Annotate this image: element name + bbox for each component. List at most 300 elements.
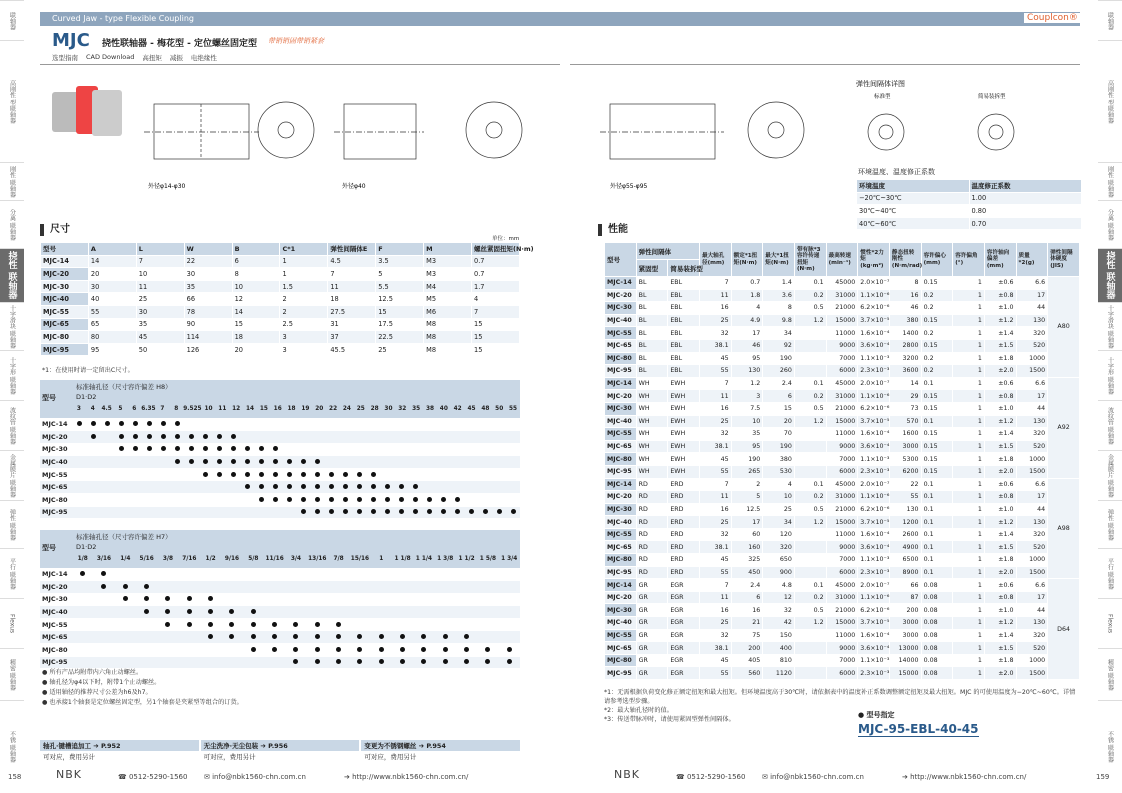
available-dot [399,484,404,489]
table-row: MJC-55 [40,468,520,481]
available-dot [229,622,234,627]
bore-col: 7/16 [182,556,197,562]
table-row: MJC-65 RD ERD 38.1 160 320 9000 3.6×10⁻⁴ 4900 0.1 1 ±1.5 520 [605,541,1080,554]
available-dot [400,659,405,664]
bore-col: 4.5 [101,406,112,412]
table-row: MJC-30 BL EBL 16 4 8 0.5 21000 6.2×10⁻⁶ 46 0.2 1 ±1.0 44 [605,302,1080,315]
available-dot [119,446,124,451]
bore-col: 9/16 [224,556,240,562]
bore-col: 24 [342,406,351,412]
available-dot [245,472,250,477]
available-dot [399,509,404,514]
available-dot [379,634,384,639]
table-row: MJC-20 [40,431,520,444]
available-dot [217,472,222,477]
bore-col: 6.35 [141,406,156,412]
bore-col: 1/4 [120,556,131,562]
available-dot [91,434,96,439]
available-dot [357,497,362,502]
drawing-label-1: 外径φ14-φ30 [148,183,186,190]
perf-notes: *1：无需根据负荷变化修正额定扭矩和最大扭矩。但环境温度高于30℃时，请依据表中的温度补正系数调整额定扭矩及最大扭矩。MJC 的可使用温度为−20℃~60℃。详情请参考选型步骤。 *2：最大轴孔径时的值。 *3：传送带脉冲时，请使用紧固型弹性间隔体。 [604,689,1076,723]
available-dot [400,647,405,652]
table-row: MJC-55 WH EWH 32 35 70 11000 1.6×10⁻⁴ 1600 0.15 1 ±1.4 320 [605,428,1080,441]
table-row: MJC-80 BL EBL 45 95 190 7000 1.1×10⁻³ 3200 0.2 1 ±1.8 1000 [605,352,1080,365]
side-tab[interactable]: 分离 联轴器 [1098,200,1122,248]
side-tab[interactable]: 平行 联轴器 [1098,548,1122,598]
bore-col: 32 [398,406,407,412]
available-dot [144,584,149,589]
side-tab[interactable]: 联轴器 [1098,0,1122,40]
available-dot [511,509,516,514]
brand-logo: Couplcon® [1024,13,1081,23]
available-dot [443,647,448,652]
available-dot [336,647,341,652]
available-dot [161,446,166,451]
available-dot [455,509,460,514]
available-dot [287,459,292,464]
bore-col: 38 [425,406,435,412]
available-dot [272,634,277,639]
url-left[interactable]: ➔ http://www.nbk1560-chn.com.cn/ [344,773,469,781]
bore-col: 11 [218,406,227,412]
available-dot [293,647,298,652]
side-tab[interactable]: 金属膜片 联轴器 [0,450,24,500]
bore-col: 19 [301,406,310,412]
side-tab[interactable]: Flexus [1098,598,1122,648]
bore-col: 14 [245,406,255,412]
table-row: MJC-40 WH EWH 25 10 20 1.2 15000 3.7×10⁻⁵ 570 0.1 1 ±1.2 130 [605,415,1080,428]
available-dot [485,647,490,652]
table-row: MJC-20 [40,581,520,594]
available-dot [371,484,376,489]
available-dot [464,634,469,639]
available-dot [273,472,278,477]
available-dot [147,434,152,439]
available-dot [427,509,432,514]
table-row: MJC-65 BL EBL 38.1 46 92 9000 3.6×10⁻⁴ 2800 0.15 1 ±1.5 520 [605,339,1080,352]
table-row: MJC-65 GR EGR 38.1 200 400 9000 3.6×10⁻⁴ 13000 0.08 1 ±1.5 520 [605,642,1080,655]
available-dot [259,472,264,477]
available-dot [91,421,96,426]
available-dot [161,421,166,426]
bore-col: 7 [160,406,165,412]
side-tab[interactable]: 不锈 联轴器 [1098,700,1122,793]
side-tab[interactable]: 精密 联轴器 [1098,648,1122,700]
table-row: MJC-95 RD ERD 55 450 900 6000 2.3×10⁻³ 8900 0.1 1 ±2.0 1500 [605,566,1080,579]
side-tab[interactable]: 波纹管 联轴器 [0,400,24,450]
mail-left: ✉ info@nbk1560-chn.com.cn [204,773,306,781]
table-row: MJC-30 [40,593,520,606]
table-row: MJC-30 [40,443,520,456]
table-row: MJC-20 20 10 30 8 1 7 5 M3 0.7 [41,268,520,281]
available-dot [469,509,474,514]
side-tab[interactable]: 分离 联轴器 [0,200,24,248]
available-dot [293,622,298,627]
bore-col: 1 1/2 [458,556,475,562]
bore-grid-2: 型号 标准轴孔径（尺寸容许偏差 H7） D1·D2 1/8 3/16 1/4 5/16 3/8 7/16 1/2 9/16 5/8 11/16 3/4 13/16 7/8 15/16 1 1 1/8 1 1/4 1 3/8 1 1/2 1 5/8 1 3/4 MJC-14 MJC-20 MJC-30 MJC-40 MJC-55 MJC-65 MJC-80 MJC-95 [40,530,520,669]
available-dot [119,421,124,426]
bore-col: 8 [174,406,179,412]
available-dot [287,484,292,489]
available-dot [507,659,512,664]
header-links [52,53,217,62]
available-dot [357,647,362,652]
available-dot [229,609,234,614]
side-tab[interactable]: 刚性 联轴器 [1098,162,1122,200]
available-dot [175,446,180,451]
available-dot [203,446,208,451]
dims-header: C*1 [280,243,328,256]
table-row: MJC-95 [40,656,520,669]
bore-col: 20 [315,406,324,412]
link-insul[interactable]: 电绝缘性 [190,54,217,62]
tag-2: 带销紧套 [296,37,324,45]
available-dot [287,472,292,477]
url-right[interactable]: ➔ http://www.nbk1560-chn.com.cn/ [902,773,1027,781]
logo-left: NBK [56,768,82,781]
available-dot [357,634,362,639]
bore-col: 1 [379,556,384,562]
bore-col: 45 [467,406,476,412]
dims-header: W [184,243,232,256]
available-dot [507,647,512,652]
dims-header: A [88,243,136,256]
available-dot [123,584,128,589]
available-dot [427,497,432,502]
available-dot [147,421,152,426]
available-dot [371,497,376,502]
available-dot [421,634,426,639]
side-tab[interactable]: 精密 联轴器 [0,648,24,700]
dims-note: *1：在使用时请一定留出C尺寸。 [42,367,134,374]
order-title: ● 型号指定 [858,711,895,719]
available-dot [231,472,236,477]
available-dot [301,497,306,502]
available-dot [315,647,320,652]
available-dot [203,472,208,477]
table-row: MJC-95 BL EBL 55 130 260 6000 2.3×10⁻³ 3600 0.2 1 ±2.0 1500 [605,365,1080,378]
available-dot [329,509,334,514]
table-row: MJC-40 RD ERD 25 17 34 1.2 15000 3.7×10⁻⁵ 1200 0.1 1 ±1.2 130 [605,516,1080,529]
side-tab[interactable]: 高刚性 型联轴器 [1098,40,1122,162]
perf-title: 性能 [598,224,628,236]
table-row: MJC-55 GR EGR 32 75 150 11000 1.6×10⁻⁴ 3000 0.08 1 ±1.4 320 [605,629,1080,642]
available-dot [315,472,320,477]
left-notes: ● 所有产品均附带内六角止动螺丝。 ● 轴孔径为φ4以下时，附带1个止动螺丝。 ● 适用轴径的推荐尺寸公差为h6及h7。 ● 也承接1个轴套是定位螺丝固定型，另1个轴套是夹紧型等组合的订货。 [42,669,243,706]
bore-col: 12 [232,406,241,412]
available-dot [175,434,180,439]
side-tab[interactable]: 十字形 联轴器 [0,350,24,400]
link-damp[interactable]: 减振 [169,54,183,62]
available-dot [144,596,149,601]
drawing-label-2: 外径φ40 [342,183,366,190]
bore-col: 30 [384,406,393,412]
available-dot [119,434,124,439]
table-row: MJC-40 GR EGR 25 21 42 1.2 15000 3.7×10⁻⁵ 3000 0.08 1 ±1.2 130 [605,617,1080,630]
table-row: MJC-30 GR EGR 16 16 32 0.5 21000 6.2×10⁻⁶ 200 0.08 1 ±1.0 44 [605,604,1080,617]
available-dot [245,459,250,464]
available-dot [273,459,278,464]
perf-table: 型号 弹性间隔体 最大轴孔径(mm) 额定*1扭矩(N·m) 最大*1扭矩(N·m) 带有脉*3容许传递扭矩(N·m) 最高转速(min⁻¹) 惯性*2力矩(kg·m²) 静态扭转刚性(N·m/rad) 容许偏心(mm) 容许偏角(°) 容许轴向偏差(mm) 质量*2(g) 弹性间隔体硬度(JIS) 紧固型 简易装拆型 MJC-14 BL EBL 7 0.7 1.4 0.1 45000 2.0×10⁻⁷ 8 0.15 1 ±0.6 6.6 A80 MJC-20 BL EBL 11 1.8 3.6 0.2 31000 1.1×10⁻⁶ 16 0.2 1 ±0.8 17 MJC-30 BL EBL 16 4 8 0.5 21000 6.2×10⁻⁶ 46 0.2 1 ±1.0 44 MJC-40 BL EBL 25 4.9 9.8 1.2 15000 3.7×10⁻⁵ 380 0.15 1 ±1.2 130 MJC-55 BL EBL 32 17 34 11000 1.6×10⁻⁴ 1400 0.2 1 ±1.4 320 MJC-65 BL EBL 38.1 46 92 9000 3.6×10⁻⁴ 2800 0.15 1 ±1.5 520 MJC-80 BL EBL 45 95 190 7000 1.1×10⁻³ 3200 0.2 1 ±1.8 1000 MJC-95 BL EBL 55 130 260 6000 2.3×10⁻³ 3600 0.2 1 ±2.0 1500 MJC-14 WH EWH 7 1.2 2.4 0.1 45000 2.0×10⁻⁷ 14 0.1 1 ±0.6 6.6 A92 MJC-20 WH EWH 11 3 6 0.2 31000 1.1×10⁻⁶ 29 0.15 1 ±0.8 17 MJC-30 WH EWH 16 7.5 15 0.5 21000 6.2×10⁻⁶ 73 0.15 1 ±1.0 44 MJC-40 WH EWH 25 10 20 1.2 15000 3.7×10⁻⁵ 570 0.1 1 ±1.2 130 MJC-55 WH EWH 32 35 70 11000 1.6×10⁻⁴ 1600 0.15 1 ±1.4 320 MJC-65 WH EWH 38.1 95 190 9000 3.6×10⁻⁴ 3000 0.15 1 ±1.5 520 MJC-80 WH EWH 45 190 380 7000 1.1×10⁻³ 5300 0.15 1 ±1.8 1000 MJC-95 WH EWH 55 265 530 6000 2.3×10⁻³ 6200 0.15 1 ±2.0 1500 MJC-14 RD ERD 7 2 4 0.1 45000 2.0×10⁻⁷ 22 0.1 1 ±0.6 6.6 A98 MJC-20 RD ERD 11 5 10 0.2 31000 1.1×10⁻⁶ 55 0.1 1 ±0.8 17 MJC-30 RD ERD 16 12.5 25 0.5 21000 6.2×10⁻⁶ 130 0.1 1 ±1.0 44 MJC-40 RD ERD 25 17 34 1.2 15000 3.7×10⁻⁵ 1200 0.1 1 ±1.2 130 MJC-55 RD ERD 32 60 120 11000 1.6×10⁻⁴ 2600 0.1 1 ±1.4 320 MJC-65 RD ERD 38.1 160 320 9000 3.6×10⁻⁴ 4900 0.1 1 ±1.5 520 MJC-80 RD ERD 45 325 650 7000 1.1×10⁻³ 6500 0.1 1 ±1.8 1000 MJC-95 RD ERD 55 450 900 6000 2.3×10⁻³ 8900 0.1 1 ±2.0 1500 MJC-14 GR EGR 7 2.4 4.8 0.1 45000 2.0×10⁻⁷ 66 0.08 1 ±0.6 6.6 D64 MJC-20 GR EGR 11 6 12 0.2 31000 1.1×10⁻⁶ 87 0.08 1 ±0.8 17 MJC-30 GR EGR 16 16 32 0.5 21000 6.2×10⁻⁶ 200 0.08 1 ±1.0 44 MJC-40 GR EGR 25 21 42 1.2 15000 3.7×10⁻⁵ 3000 0.08 1 ±1.2 130 MJC-55 GR EGR 32 75 150 11000 1.6×10⁻⁴ 3000 0.08 1 ±1.4 320 MJC-65 GR EGR 38.1 200 400 9000 3.6×10⁻⁴ 13000 0.08 1 ±1.5 520 MJC-80 GR EGR 45 405 810 7000 1.1×10⁻³ 14000 0.08 1 ±1.8 1000 MJC-95 GR EGR 55 560 1120 6000 2.3×10⁻³ 15000 0.08 1 ±2.0 1500 [604,242,1080,680]
bore-col: 5 [118,406,123,412]
available-dot [443,634,448,639]
available-dot [189,459,194,464]
bore-col: 1 1/4 [415,556,433,562]
product-photo [52,86,122,136]
table-row: MJC-40 BL EBL 25 4.9 9.8 1.2 15000 3.7×10⁻⁵ 380 0.15 1 ±1.2 130 [605,314,1080,327]
table-row: MJC-14 BL EBL 7 0.7 1.4 0.1 45000 2.0×10⁻⁷ 8 0.15 1 ±0.6 6.6 A80 [605,277,1080,290]
bore-grid-1: 型号 标准轴孔径（尺寸容许偏差 H8） D1·D2 3 4 4.5 5 6 6.35 7 8 9.525 10 11 12 14 15 16 18 19 20 22 24 25 28 30 32 35 38 40 42 45 48 50 55 MJC-14 MJC-20 MJC-30 MJC-40 MJC-55 MJC-65 MJC-80 MJC-95 [40,380,520,519]
available-dot [123,596,128,601]
available-dot [293,659,298,664]
bore-col: 16 [273,406,282,412]
available-dot [357,472,362,477]
available-dot [133,446,138,451]
table-row: MJC-55 55 30 78 14 2 27.5 15 M6 7 [41,305,520,318]
table-row: MJC-65 65 35 90 15 2.5 31 17.5 M8 15 [41,318,520,331]
option-boxes: 轴孔·键槽追加工 ➔ P.952 可对应，费用另计 无尘洗净·无尘包装 ➔ P.956 可对应，费用另计 变更为不锈钢螺丝 ➔ P.954 可对应，费用另计 [40,740,520,762]
table-row: MJC-95 GR EGR 55 560 1120 6000 2.3×10⁻³ 15000 0.08 1 ±2.0 1500 [605,667,1080,680]
available-dot [187,622,192,627]
side-tab[interactable]: 平行 联轴器 [0,548,24,598]
bore-col: 35 [412,406,421,412]
available-dot [259,497,264,502]
dims-title: 尺寸 [40,224,70,236]
available-dot [273,446,278,451]
table-row: MJC-95 WH EWH 55 265 530 6000 2.3×10⁻³ 6200 0.15 1 ±2.0 1500 [605,465,1080,478]
available-dot [251,609,256,614]
bore-col: 18 [287,406,296,412]
available-dot [315,659,320,664]
available-dot [175,421,180,426]
available-dot [421,647,426,652]
available-dot [441,497,446,502]
bore-col: 1 3/4 [501,556,518,562]
header-bar [40,12,1080,26]
available-dot [189,434,194,439]
bore-col: 1 5/8 [479,556,497,562]
available-dot [203,434,208,439]
available-dot [315,509,320,514]
dims-header: 型号 [41,243,89,256]
available-dot [357,509,362,514]
available-dot [379,647,384,652]
table-row: MJC-95 [40,506,520,519]
available-dot [217,459,222,464]
elastic-std: 标准型 [874,94,891,100]
side-tab[interactable]: 刚性 联轴器 [0,162,24,200]
available-dot [231,434,236,439]
available-dot [385,484,390,489]
table-row: MJC-14 WH EWH 7 1.2 2.4 0.1 45000 2.0×10⁻⁷ 14 0.1 1 ±0.6 6.6 A92 [605,377,1080,390]
bore-col: 1 1/8 [394,556,411,562]
bore-col: 3/4 [290,556,302,562]
page-left: 158 [8,773,22,781]
available-dot [208,596,213,601]
available-dot [144,609,149,614]
bore-col: 28 [370,406,379,412]
available-dot [421,659,426,664]
available-dot [101,584,106,589]
side-tab[interactable]: 弹性 联轴器 [0,500,24,548]
table-row: MJC-14 [40,568,520,581]
available-dot [357,484,362,489]
temp-table: 环境温度 温度修正系数 −20℃~30℃ 1.00 30℃~40℃ 0.80 40℃~60℃ 0.70 [856,179,1082,230]
table-row: MJC-80 RD ERD 45 325 650 7000 1.1×10⁻³ 6500 0.1 1 ±1.8 1000 [605,554,1080,567]
dims-table [40,242,534,356]
available-dot [379,659,384,664]
available-dot [217,446,222,451]
available-dot [165,596,170,601]
available-dot [273,484,278,489]
bore-col: 6 [132,406,137,412]
available-dot [259,446,264,451]
available-dot [301,509,306,514]
table-row: MJC-80 [40,494,520,507]
table-row: MJC-80 GR EGR 45 405 810 7000 1.1×10⁻³ 14000 0.08 1 ±1.8 1000 [605,654,1080,667]
available-dot [272,647,277,652]
side-tab[interactable]: 弹性 联轴器 [1098,500,1122,548]
side-tab[interactable]: 挠性 联轴器 [1098,248,1122,302]
available-dot [287,497,292,502]
bore-col: 3/8 [162,556,174,562]
available-dot [485,659,490,664]
side-tab[interactable]: 金属膜片 联轴器 [1098,450,1122,500]
side-tab[interactable]: 联轴器 [0,0,24,40]
side-tab[interactable]: 波纹管 联轴器 [1098,400,1122,450]
available-dot [413,484,418,489]
side-tab[interactable]: 十字滑块 联轴器 [0,302,24,350]
available-dot [385,497,390,502]
tag-1: 带销销固 [268,37,296,45]
elastic-title: 弹性间隔体详图 [856,80,905,88]
dims-header: L [136,243,184,256]
table-row: MJC-80 [40,644,520,657]
bore-col: 11/16 [265,556,284,562]
available-dot [483,509,488,514]
table-row: MJC-80 WH EWH 45 190 380 7000 1.1×10⁻³ 5300 0.15 1 ±1.8 1000 [605,453,1080,466]
bore-col: 13/16 [308,556,327,562]
available-dot [464,647,469,652]
available-dot [357,659,362,664]
table-row: MJC-20 GR EGR 11 6 12 0.2 31000 1.1×10⁻⁶ 87 0.08 1 ±0.8 17 [605,591,1080,604]
available-dot [315,634,320,639]
table-row: MJC-80 80 45 114 18 3 37 22.5 M8 15 [41,331,520,344]
link-guide[interactable]: 选型指南 [52,54,78,62]
available-dot [336,634,341,639]
side-tab[interactable]: 高刚性 型联轴器 [0,40,24,162]
available-dot [301,484,306,489]
bore-col: 42 [453,406,462,412]
available-dot [315,622,320,627]
link-cad[interactable]: CAD Download [86,53,135,61]
page-right: 159 [1096,773,1110,781]
bore-col: 50 [495,406,504,412]
bore-col: 10 [204,406,213,412]
side-tab[interactable]: 十字滑块 联轴器 [1098,302,1122,350]
available-dot [80,571,85,576]
available-dot [315,484,320,489]
dims-header: 弹性间隔体E [328,243,376,256]
available-dot [464,659,469,664]
table-row: MJC-30 WH EWH 16 7.5 15 0.5 21000 6.2×10⁻⁶ 73 0.15 1 ±1.0 44 [605,402,1080,415]
elastic-easy: 简易装拆型 [978,94,1006,100]
available-dot [371,509,376,514]
table-row: MJC-30 RD ERD 16 12.5 25 0.5 21000 6.2×10⁻⁶ 130 0.1 1 ±1.0 44 [605,503,1080,516]
table-row: MJC-20 BL EBL 11 1.8 3.6 0.2 31000 1.1×10⁻⁶ 16 0.2 1 ±0.8 17 [605,289,1080,302]
dims-header: F [376,243,424,256]
side-tab[interactable]: Flexus [0,598,24,648]
available-dot [315,459,320,464]
dims-header: B [232,243,280,256]
available-dot [371,472,376,477]
available-dot [229,634,234,639]
available-dot [329,484,334,489]
available-dot [187,609,192,614]
available-dot [251,647,256,652]
available-dot [497,509,502,514]
available-dot [203,459,208,464]
table-row: MJC-14 GR EGR 7 2.4 4.8 0.1 45000 2.0×10⁻⁷ 66 0.08 1 ±0.6 6.6 D64 [605,579,1080,592]
available-dot [77,421,82,426]
available-dot [273,497,278,502]
table-row: MJC-55 RD ERD 32 60 120 11000 1.6×10⁻⁴ 2600 0.1 1 ±1.4 320 [605,528,1080,541]
bore-col: 9.525 [183,406,202,412]
available-dot [259,484,264,489]
table-row: MJC-30 30 11 35 10 1.5 11 5.5 M4 1.7 [41,280,520,293]
available-dot [443,659,448,664]
side-tab[interactable]: 十字形 联轴器 [1098,350,1122,400]
logo-right: NBK [614,768,640,781]
available-dot [161,434,166,439]
available-dot [208,634,213,639]
product-title: 挠性联轴器 - 梅花型 - 定位螺丝固定型 [102,39,258,49]
available-dot [251,622,256,627]
available-dot [413,509,418,514]
bore-col: 5/8 [248,556,259,562]
available-dot [329,472,334,477]
side-tab[interactable]: 不锈 联轴器 [0,700,24,793]
available-dot [251,634,256,639]
bore-col: 55 [509,406,518,412]
bore-col: 40 [439,406,448,412]
bore-col: 1 3/8 [437,556,454,562]
available-dot [208,609,213,614]
available-dot [147,446,152,451]
mail-right: ✉ info@nbk1560-chn.com.cn [762,773,864,781]
drawing-label-3: 外径φ55-φ95 [610,183,648,190]
dims-header: 螺丝紧固扭矩(N·m) [472,243,520,256]
available-dot [385,509,390,514]
temp-title: 环境温度、温度修正系数 [858,168,935,176]
available-dot [301,472,306,477]
available-dot [208,622,213,627]
available-dot [165,622,170,627]
available-dot [259,459,264,464]
available-dot [101,571,106,576]
bore-col: 3 [76,406,81,412]
tel-right: ☎ 0512-5290-1560 [676,773,746,781]
available-dot [231,446,236,451]
available-dot [400,634,405,639]
available-dot [441,509,446,514]
link-torque[interactable]: 高扭矩 [142,54,162,62]
side-tab[interactable]: 挠性 联轴器 [0,248,24,302]
available-dot [217,434,222,439]
bore-col: 1/2 [205,556,216,562]
tel-left: ☎ 0512-5290-1560 [118,773,188,781]
table-row: MJC-65 [40,631,520,644]
